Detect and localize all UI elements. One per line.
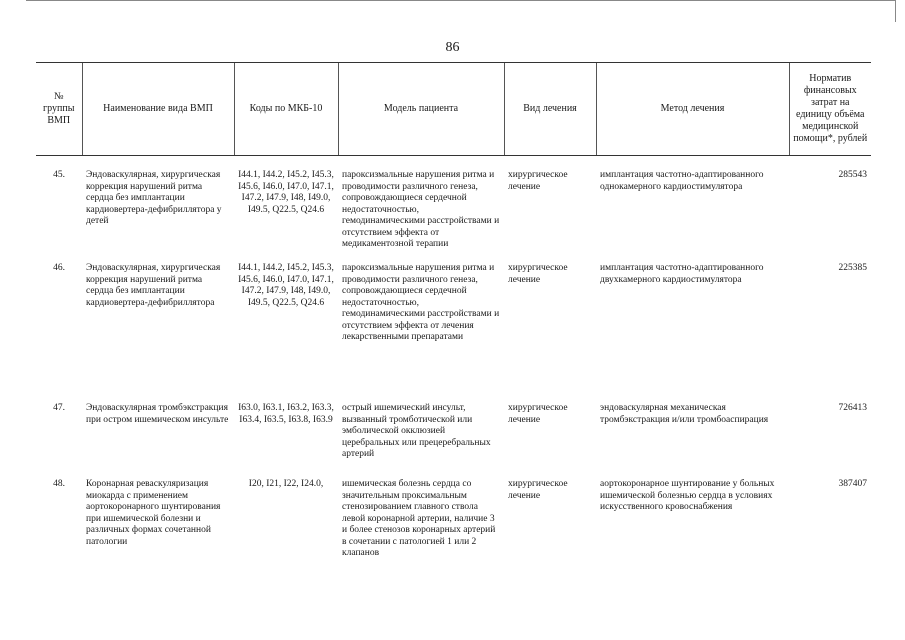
patient-model: пароксизмальные нарушения ритма и проводимости различного генеза, сопровождающиеся сердечной недостаточностью, гемодинамическими расстройствами и отсутствием эффекта от медикаментозной терапии (342, 170, 500, 249)
group-number: 46. (53, 263, 65, 273)
header-model: Модель пациента (338, 63, 504, 156)
page-top-edge (26, 0, 896, 1)
treatment-type: хирургическое лечение (508, 403, 568, 425)
treatment-type: хирургическое лечение (508, 170, 568, 192)
table-row (36, 479, 871, 567)
header-treatment-type: Вид лечения (504, 63, 596, 156)
cost-value: 726413 (838, 403, 867, 413)
table-row (36, 263, 871, 403)
vmp-name: Эндоваскулярная, хирургическая коррекция нарушений ритма сердца без имплантации кардиовертера-дефибриллятора (86, 263, 221, 308)
page-number: 86 (445, 40, 460, 55)
treatment-method: имплантация частотно-адаптированного двухкамерного кардиостимулятора (600, 263, 764, 285)
header-name: Наименование вида ВМП (82, 63, 234, 156)
group-number: 45. (53, 170, 65, 180)
patient-model: ишемическая болезнь сердца со значительным проксимальным стенозированием главного ствола левой коронарной артерии, наличие 3 и более стенозов коронарных артерий в сочетании с патологией 1 или 2 клапанов (342, 479, 496, 558)
icd-codes: I63.0, I63.1, I63.2, I63.3, I63.4, I63.5, I63.8, I63.9 (238, 403, 334, 425)
patient-model: пароксизмальные нарушения ритма и проводимости различного генеза, сопровождающиеся сердечной недостаточностью, гемодинамическими расстройствами и отсутствием эффекта от лечения лекарственными препаратами (342, 263, 500, 342)
icd-codes: I20, I21, I22, I24.0, (248, 479, 324, 489)
treatment-method: имплантация частотно-адаптированного однокамерного кардиостимулятора (600, 170, 764, 192)
vmp-name: Эндоваскулярная, хирургическая коррекция нарушений ритма сердца без имплантации кардиовертера-дефибриллятора у детей (86, 170, 222, 226)
treatment-method: аортокоронарное шунтирование у больных ишемической болезнью сердца в условиях искусственного кровоснабжения (600, 479, 775, 512)
cost-value: 225385 (838, 263, 867, 273)
page-right-edge (895, 0, 896, 22)
cost-value: 387407 (838, 479, 867, 489)
treatment-method: эндоваскулярная механическая тромбэкстракция и/или тромбоаспирация (600, 403, 769, 425)
header-codes: Коды по МКБ-10 (234, 63, 338, 156)
vmp-table (36, 62, 871, 567)
table-row (36, 156, 871, 264)
header-group: № группы ВМП (36, 63, 82, 156)
header-method: Метод лечения (596, 63, 789, 156)
group-number: 48. (53, 479, 65, 489)
group-number: 47. (53, 403, 65, 413)
cost-value: 285543 (838, 170, 867, 180)
vmp-name: Коронарная реваскуляризация миокарда с применением аортокоронарного шунтирования при ишемической болезни и различных формах сочетанной патологии (86, 479, 221, 547)
treatment-type: хирургическое лечение (508, 479, 568, 501)
icd-codes: I44.1, I44.2, I45.2, I45.3, I45.6, I46.0, I47.0, I47.1, I47.2, I47.9, I48, I49.0, I49.5, Q22.5, Q24.6 (238, 170, 334, 215)
icd-codes: I44.1, I44.2, I45.2, I45.3, I45.6, I46.0, I47.0, I47.1, I47.2, I47.9, I48, I49.0, I49.5, Q22.5, Q24.6 (238, 263, 334, 308)
patient-model: острый ишемический инсульт, вызванный тромботической или эмболической окклюзией церебральных или прецеребральных артерий (342, 403, 491, 459)
table-row (36, 403, 871, 479)
treatment-type: хирургическое лечение (508, 263, 568, 285)
table-header-row (36, 63, 871, 156)
header-cost: Норматив финансовых затрат на единицу объёма медицинской помощи*, рублей (789, 63, 871, 156)
vmp-name: Эндоваскулярная тромбэкстракция при остром ишемическом инсульте (86, 403, 229, 425)
